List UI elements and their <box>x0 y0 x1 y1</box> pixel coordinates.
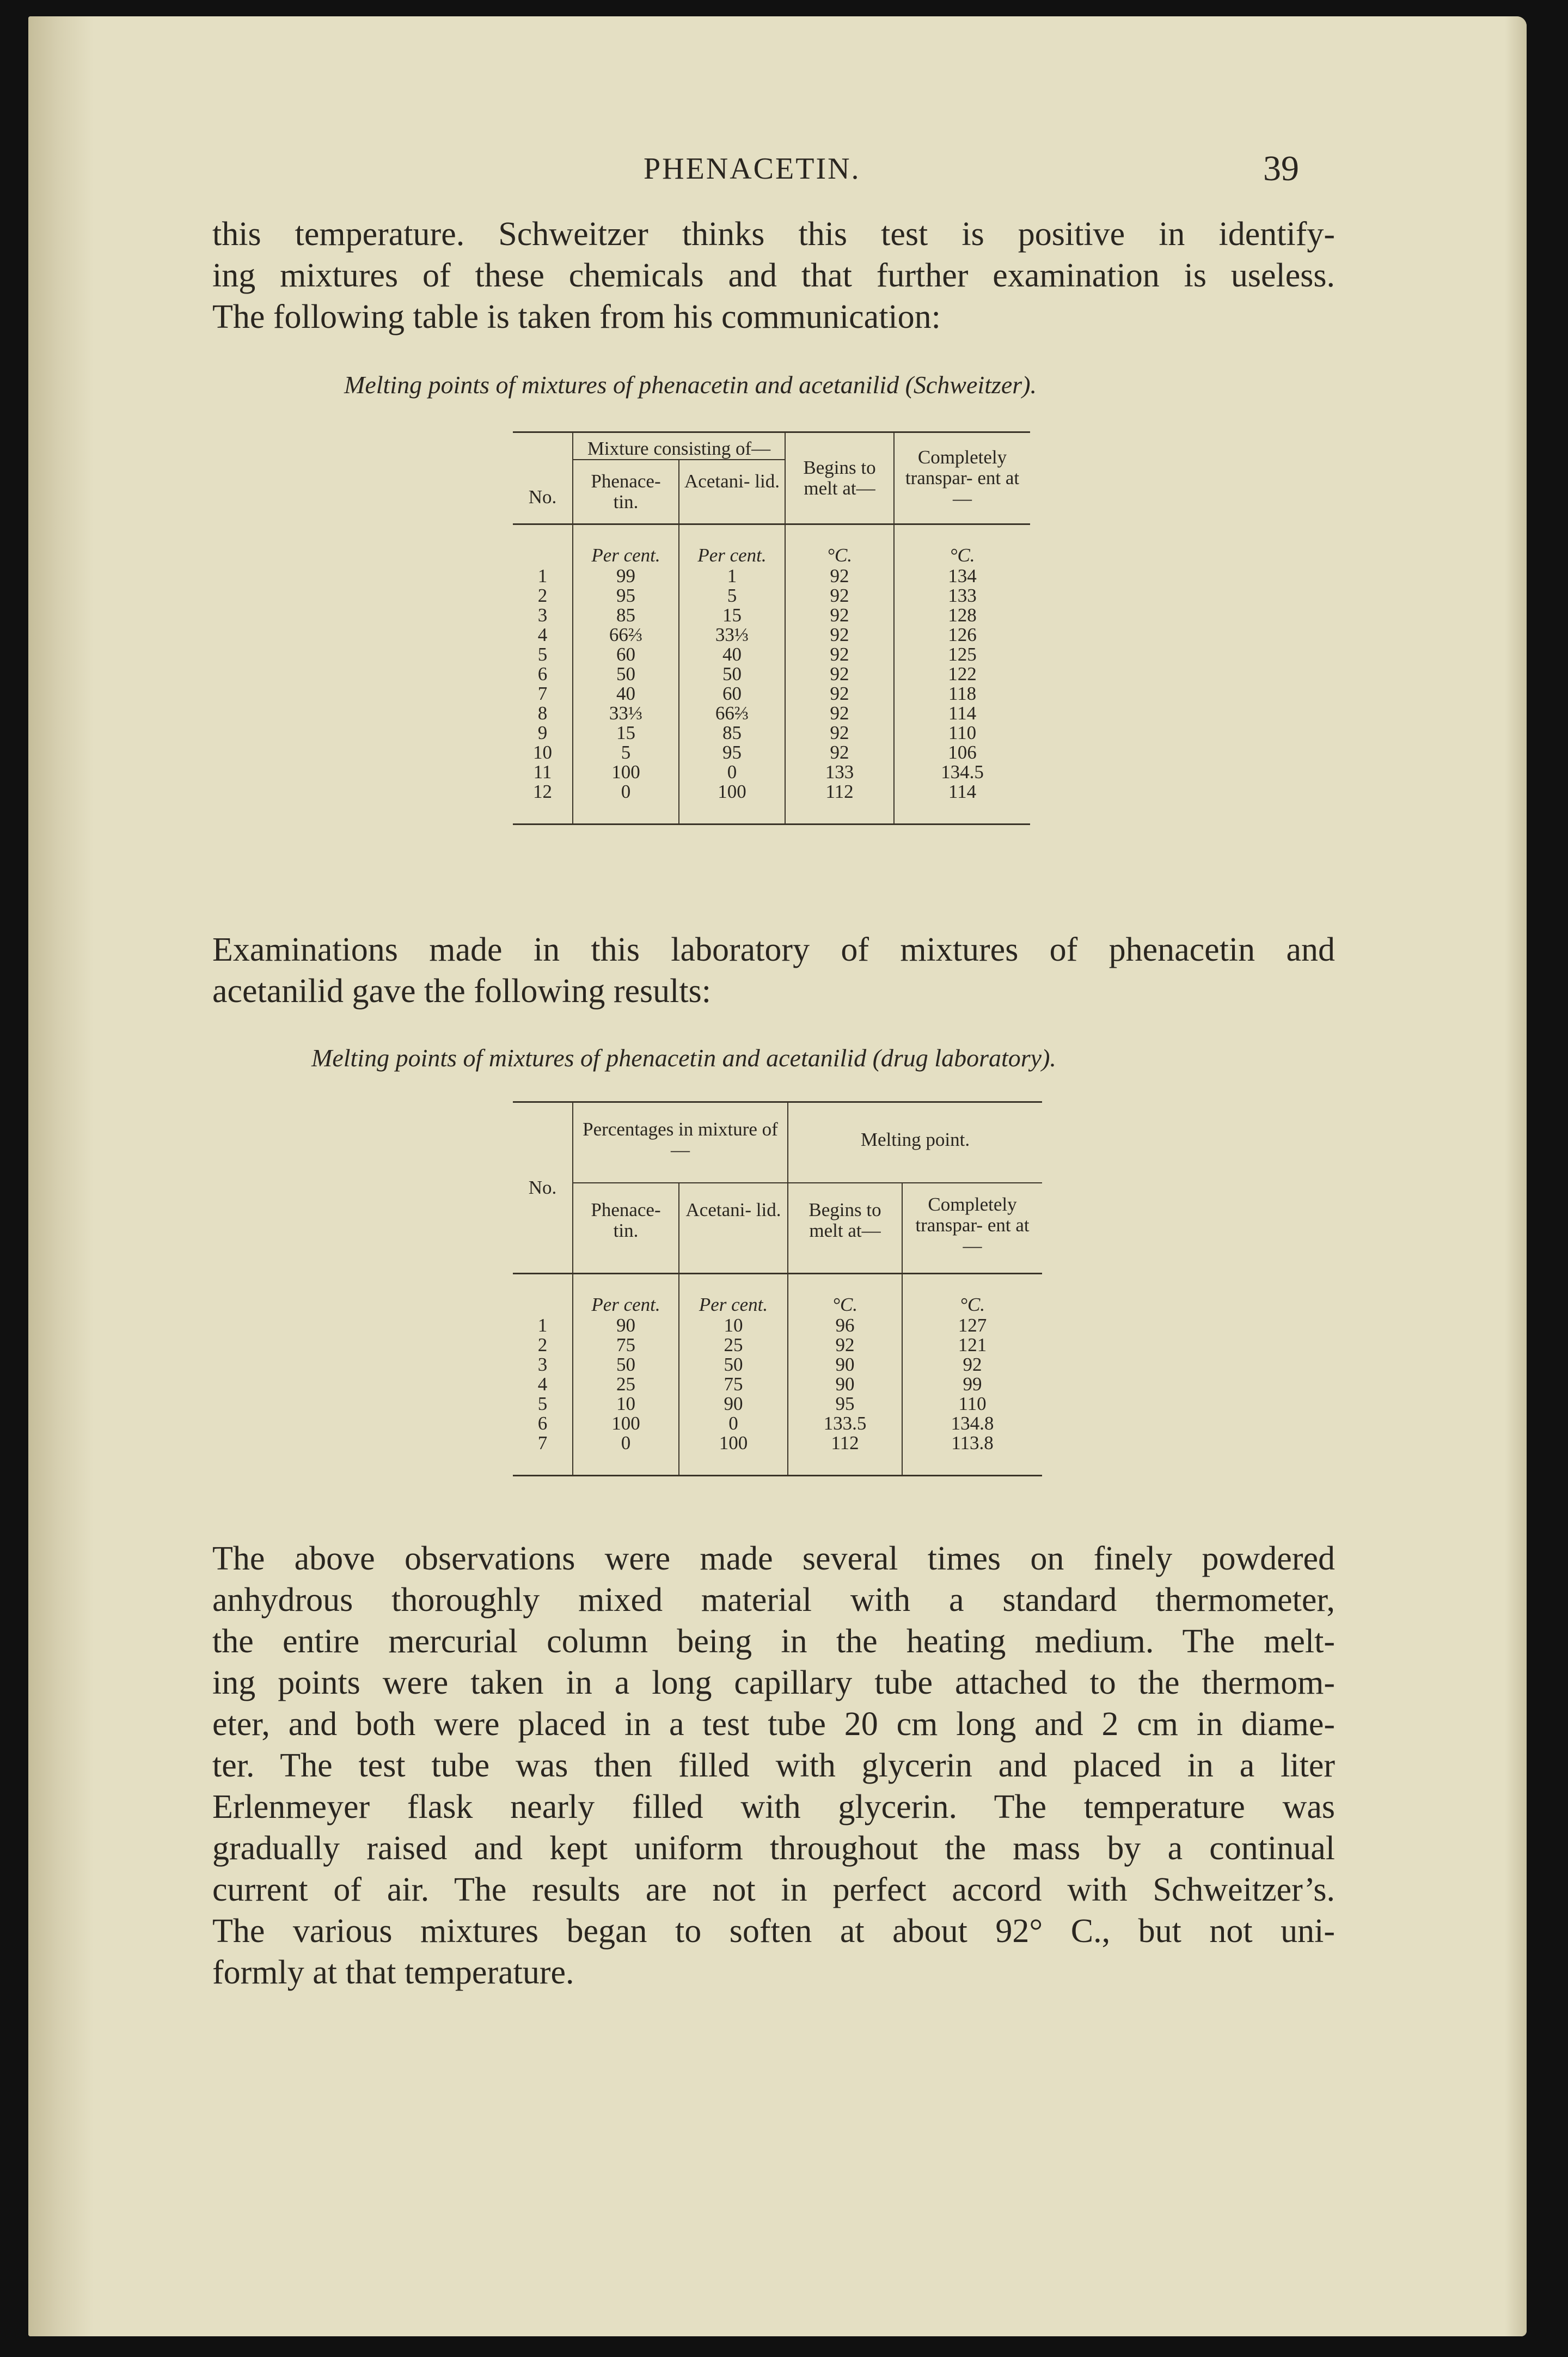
table1-cell: 110 <box>894 723 1030 743</box>
table1-cell: 92 <box>785 664 894 684</box>
table2-cell: 112 <box>788 1433 902 1476</box>
table1-cell: 128 <box>894 606 1030 625</box>
table1-cell: 92 <box>785 625 894 645</box>
table2-cell: 0 <box>679 1414 788 1433</box>
table1-cell: 15 <box>679 606 785 625</box>
table1-cell: 106 <box>894 743 1030 762</box>
table2 <box>513 1101 1042 1476</box>
table2-cell: 127 <box>902 1316 1042 1335</box>
table2-cell: 121 <box>902 1335 1042 1355</box>
table1-cell: 6 <box>537 663 548 685</box>
table1-cell: 92 <box>785 723 894 743</box>
text-line: this temperature. Schweitzer thinks this test is positive in identify- <box>212 216 1335 253</box>
table1-cell: 85 <box>573 606 679 625</box>
table1-cell: 60 <box>573 645 679 664</box>
table1-cell: 5 <box>537 644 548 665</box>
table2-cell: 2 <box>537 1334 548 1355</box>
table1-cell: 33⅓ <box>573 704 679 723</box>
table2-unit: Per cent. <box>573 1274 679 1316</box>
table1-cell: 15 <box>573 723 679 743</box>
table2-cell: 92 <box>788 1335 902 1355</box>
table1-body <box>513 566 1030 825</box>
table1-cell: 0 <box>573 782 679 825</box>
table1-cell: 133 <box>894 586 1030 606</box>
table1-cell: 40 <box>679 645 785 664</box>
table2-cell: 134.8 <box>902 1414 1042 1433</box>
table1-cell: 122 <box>894 664 1030 684</box>
table1-cell: 3 <box>537 604 548 626</box>
table1-cell: 92 <box>785 586 894 606</box>
paragraph-lab <box>212 929 1335 1012</box>
table1-cell: 134.5 <box>894 762 1030 782</box>
table1-unit: °C. <box>785 524 894 567</box>
paragraph-observations <box>212 1538 1335 1993</box>
text-line: The above observations were made several times on finely powdered <box>212 1540 1335 1577</box>
text-line: ing mixtures of these chemicals and that further examination is useless. <box>212 257 1335 294</box>
table2-cell: 0 <box>573 1433 679 1476</box>
table2-cell: 50 <box>573 1355 679 1375</box>
table1-cell: 118 <box>894 684 1030 704</box>
table2-unit: °C. <box>788 1274 902 1316</box>
table2-row <box>513 1335 1042 1355</box>
table1-cell: 114 <box>894 704 1030 723</box>
table1-cell: 5 <box>679 586 785 606</box>
text-line: current of air. The results are not in perfect accord with Schweitzer’s. <box>212 1871 1335 1908</box>
table1-cell: 50 <box>573 664 679 684</box>
table1-cell: 4 <box>537 624 548 645</box>
table1-cell: 92 <box>785 645 894 664</box>
table2-header-percentages: Percentages in mixture of— <box>573 1102 788 1183</box>
table1-cell: 92 <box>785 743 894 762</box>
table2-row <box>513 1375 1042 1394</box>
table1-row <box>513 645 1030 664</box>
table1-cell: 100 <box>573 762 679 782</box>
text-line: ing points were taken in a long capillary tube attached to the thermom- <box>212 1664 1335 1701</box>
table1-header-completely: Completely transpar- ent at— <box>894 432 1030 524</box>
text-line: acetanilid gave the following results: <box>212 973 711 1010</box>
text-line: Examinations made in this laboratory of mixtures of phenacetin and <box>212 931 1335 968</box>
table1-cell: 33⅓ <box>679 625 785 645</box>
table2-cell: 75 <box>679 1375 788 1394</box>
text-line: The various mixtures began to soften at about 92° C., but not uni- <box>212 1913 1335 1950</box>
text-line: gradually raised and kept uniform throughout the mass by a continual <box>212 1830 1335 1867</box>
text-line: the entire mercurial column being in the heating medium. The melt- <box>212 1623 1335 1660</box>
table1-row <box>513 743 1030 762</box>
table1-header-no: No. <box>513 432 573 524</box>
table1-row <box>513 684 1030 704</box>
table1-header-mixture: Mixture consisting of— <box>573 432 785 460</box>
table1-row <box>513 664 1030 684</box>
table2-row <box>513 1433 1042 1476</box>
text-line: eter, and both were placed in a test tube 20 cm long and 2 cm in diame- <box>212 1706 1335 1743</box>
table2-cell: 113.8 <box>902 1433 1042 1476</box>
table1-cell: 12 <box>513 782 573 825</box>
text-line: Erlenmeyer flask nearly filled with glycerin. The temperature was <box>212 1788 1335 1825</box>
page-number: 39 <box>1263 149 1299 188</box>
table1-cell: 95 <box>679 743 785 762</box>
table1-unit: Per cent. <box>679 524 785 567</box>
table2-row <box>513 1316 1042 1335</box>
table1-unit: Per cent. <box>573 524 679 567</box>
table1-cell: 126 <box>894 625 1030 645</box>
table2-cell: 25 <box>679 1335 788 1355</box>
table1-cell: 0 <box>679 762 785 782</box>
table1-cell: 114 <box>894 782 1030 825</box>
table1-cell: 1 <box>537 565 548 587</box>
table1-cell: 92 <box>785 606 894 625</box>
table1-row <box>513 762 1030 782</box>
table2-subheader-row <box>513 1183 1042 1274</box>
table1-cell: 92 <box>785 704 894 723</box>
table1-row <box>513 586 1030 606</box>
table2-cell: 90 <box>573 1316 679 1335</box>
table1-header-row <box>513 432 1030 460</box>
table1-unit: °C. <box>894 524 1030 567</box>
table2-units-row <box>513 1274 1042 1316</box>
text-line: anhydrous thoroughly mixed material with a standard thermometer, <box>212 1581 1335 1619</box>
table1-cell: 1 <box>679 566 785 586</box>
table1-cell: 40 <box>573 684 679 704</box>
table1-cell: 85 <box>679 723 785 743</box>
table1-cell: 100 <box>679 782 785 825</box>
table1-cell: 9 <box>537 722 548 743</box>
table1-cell: 8 <box>537 703 548 724</box>
table2-cell: 90 <box>788 1355 902 1375</box>
table1-header-begins: Begins to melt at— <box>785 432 894 524</box>
table2-cell: 133.5 <box>788 1414 902 1433</box>
table2-cell: 5 <box>537 1393 548 1414</box>
table1-cell: 112 <box>785 782 894 825</box>
table1-cell: 133 <box>785 762 894 782</box>
table2-cell: 90 <box>788 1375 902 1394</box>
text-line: ter. The test tube was then filled with glycerin and placed in a liter <box>212 1747 1335 1784</box>
table1-row <box>513 704 1030 723</box>
table2-cell: 4 <box>537 1373 548 1395</box>
table1-cell: 60 <box>679 684 785 704</box>
table1-row <box>513 723 1030 743</box>
table1-cell: 92 <box>785 684 894 704</box>
table1-cell: 134 <box>894 566 1030 586</box>
table2-unit: °C. <box>902 1274 1042 1316</box>
table1-cell: 99 <box>573 566 679 586</box>
table2-header-acetanilid: Acetani- lid. <box>679 1183 788 1274</box>
table1-cell: 10 <box>533 742 552 763</box>
table2-cell: 1 <box>537 1315 548 1336</box>
table2-caption: Melting points of mixtures of phenacetin and acetanilid (drug laboratory). <box>311 1044 1056 1072</box>
table2-cell: 100 <box>679 1433 788 1476</box>
table2-cell: 95 <box>788 1394 902 1414</box>
table2-header-row <box>513 1102 1042 1183</box>
table1-cell: 66⅔ <box>573 625 679 645</box>
table2-row <box>513 1394 1042 1414</box>
book-page <box>28 16 1527 2336</box>
page-edge <box>1505 16 1527 2336</box>
table2-header-completely: Completely transpar- ent at— <box>902 1183 1042 1274</box>
table1-cell: 11 <box>533 761 552 783</box>
table1-cell: 7 <box>537 683 548 704</box>
table1-cell: 95 <box>573 586 679 606</box>
paragraph-intro <box>212 213 1335 338</box>
table2-cell: 100 <box>573 1414 679 1433</box>
table2-cell: 96 <box>788 1316 902 1335</box>
page-gutter <box>28 16 94 2336</box>
table2-cell: 3 <box>537 1354 548 1375</box>
table2-header-melting: Melting point. <box>788 1102 1042 1183</box>
table1-row <box>513 606 1030 625</box>
table1-row <box>513 566 1030 586</box>
table2-body <box>513 1316 1042 1476</box>
text-line: The following table is taken from his communication: <box>212 298 941 335</box>
table1-cell: 5 <box>573 743 679 762</box>
table2-cell: 6 <box>537 1413 548 1434</box>
table1-units-row <box>513 524 1030 567</box>
table2-cell: 10 <box>679 1316 788 1335</box>
table2-unit: Per cent. <box>679 1274 788 1316</box>
table2-cell: 99 <box>902 1375 1042 1394</box>
table2-header-no: No. <box>513 1102 573 1274</box>
table2-cell: 10 <box>573 1394 679 1414</box>
table2-cell: 90 <box>679 1394 788 1414</box>
table2-row <box>513 1355 1042 1375</box>
table2-header-phenacetin: Phenace- tin. <box>573 1183 679 1274</box>
table1-unit <box>513 524 573 567</box>
running-title: PHENACETIN. <box>644 152 861 186</box>
text-line: formly at that temperature. <box>212 1954 574 1991</box>
table2-cell: 7 <box>513 1433 573 1476</box>
table1-row <box>513 782 1030 825</box>
table1-header-acetanilid: Acetani- lid. <box>679 460 785 524</box>
table1-caption: Melting points of mixtures of phenacetin and acetanilid (Schweitzer). <box>344 371 1037 399</box>
table1-row <box>513 625 1030 645</box>
table1-cell: 50 <box>679 664 785 684</box>
table2-row <box>513 1414 1042 1433</box>
table1 <box>513 431 1030 825</box>
table1-cell: 125 <box>894 645 1030 664</box>
table2-cell: 50 <box>679 1355 788 1375</box>
table2-cell: 75 <box>573 1335 679 1355</box>
table1-cell: 2 <box>537 585 548 606</box>
table2-cell: 92 <box>902 1355 1042 1375</box>
table1-cell: 92 <box>785 566 894 586</box>
table2-unit <box>513 1274 573 1316</box>
table2-header-begins: Begins to melt at— <box>788 1183 902 1274</box>
table1-cell: 66⅔ <box>679 704 785 723</box>
table2-cell: 25 <box>573 1375 679 1394</box>
table1-header-phenacetin: Phenace- tin. <box>573 460 679 524</box>
table2-cell: 110 <box>902 1394 1042 1414</box>
